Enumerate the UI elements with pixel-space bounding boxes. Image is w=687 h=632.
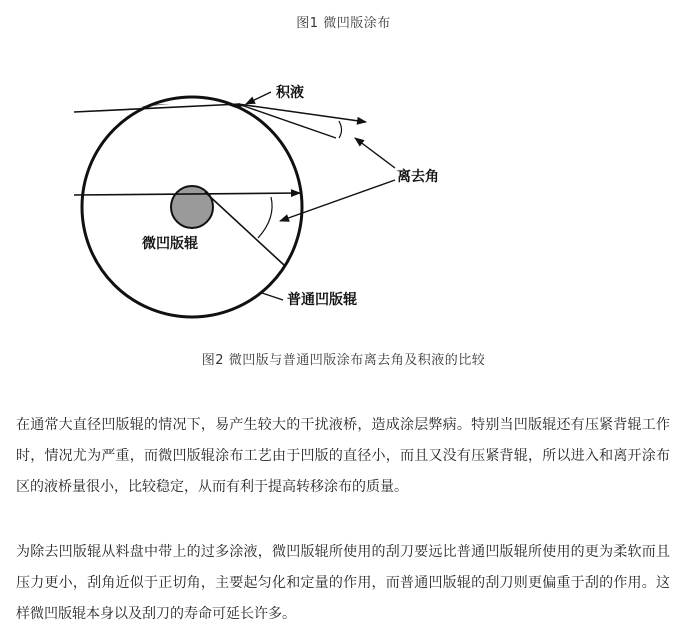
angle-label-pointer-upper — [355, 138, 395, 168]
micro-gravure-roll-label: 微凹版辊 — [142, 236, 198, 252]
paragraph-1: 在通常大直径凹版辊的情况下，易产生较大的干扰液桥，造成涂层弊病。特别当凹版辊还有压紧背辊工作时，情况尤为严重，而微凹版辊涂布工艺由于凹版的直径小，而且又没有压紧背辊，所以进入和离开涂布区的液桥量很小，比较稳定，从而有利于提高转移涂布的质量。 — [16, 417, 670, 495]
figure1-caption: 图1 微凹版涂布 — [296, 16, 391, 31]
liquid-accumulation-label: 积液 — [276, 85, 304, 101]
normal-roll-label-pointer — [262, 293, 283, 300]
angle-label-pointer-lower — [280, 180, 395, 221]
figure2-caption: 图2 微凹版与普通凹版涂布离去角及积液的比较 — [201, 353, 486, 368]
micro-gravure-roll-circle — [171, 186, 213, 228]
micro-web-line — [74, 193, 300, 195]
paragraph-2: 为除去凹版辊从料盘中带上的过多涂液，微凹版辊所使用的刮刀要远比普通凹版辊所使用的更为柔软而且压力更小，刮角近似于正切角，主要起匀化和定量的作用，而普通凹版辊的刮刀则更偏重于刮的作用。这样微凹版辊本身以及刮刀的寿命可延长许多。 — [16, 544, 670, 622]
liquid-label-pointer — [246, 92, 271, 104]
upper-angle-arc — [339, 121, 342, 138]
departure-angle-label: 离去角 — [397, 169, 439, 185]
gravure-comparison-diagram — [0, 40, 687, 340]
normal-gravure-roll-label: 普通凹版辊 — [287, 292, 357, 308]
micro-angle-arc — [258, 197, 272, 238]
upper-departure-line — [238, 104, 336, 138]
